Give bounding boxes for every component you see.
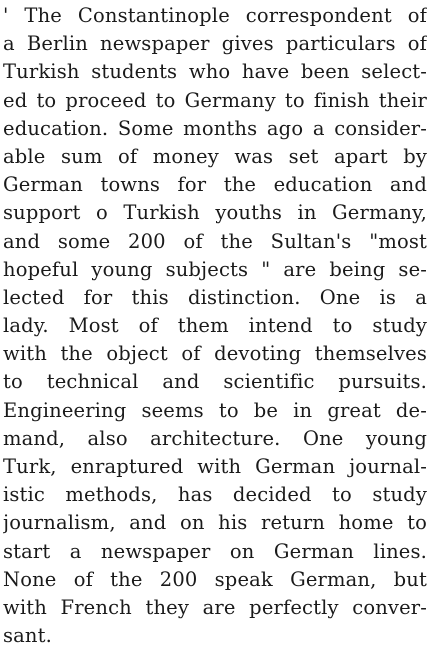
article-line-1: ' The Constantinople correspondent of (3, 4, 427, 27)
article-line-9: and some 200 of the Sultan's "most (3, 229, 427, 253)
article-line-12: lady. Most of them intend to study (3, 314, 427, 338)
article-line-17: Turk, enraptured with German journal- (3, 455, 427, 478)
article-line-2: a Berlin newspaper gives particulars of (3, 32, 427, 56)
article-line-6: able sum of money was set apart by (3, 144, 427, 168)
article-line-16: mand, also architecture. One young (3, 426, 427, 450)
article-line-5: education. Some months ago a consider- (3, 116, 427, 140)
article-line-20: start a newspaper on German lines. (3, 539, 427, 563)
article-line-21: None of the 200 speak German, but (3, 567, 427, 591)
article-line-19: journalism, and on his return home to (3, 511, 427, 535)
article-line-11: lected for this distinction. One is a (3, 285, 427, 309)
article-line-7: German towns for the education and (3, 173, 427, 197)
article-line-13: with the object of devoting themselves (3, 342, 427, 366)
article-line-14: to technical and scientific pursuits. (3, 370, 427, 394)
article-line-4: ed to proceed to Germany to finish their (3, 88, 427, 112)
article-line-8: support o Turkish youths in Germany, (3, 201, 427, 225)
article-line-18: istic methods, has decided to study (3, 483, 427, 507)
article-line-22: with French they are perfectly conver- (3, 595, 427, 619)
article-line-3: Turkish students who have been select- (3, 60, 427, 84)
article-line-10: hopeful young subjects " are being se- (3, 257, 427, 281)
article-line-23: sant. (3, 624, 52, 648)
article-line-15: Engineering seems to be in great de- (3, 398, 427, 422)
